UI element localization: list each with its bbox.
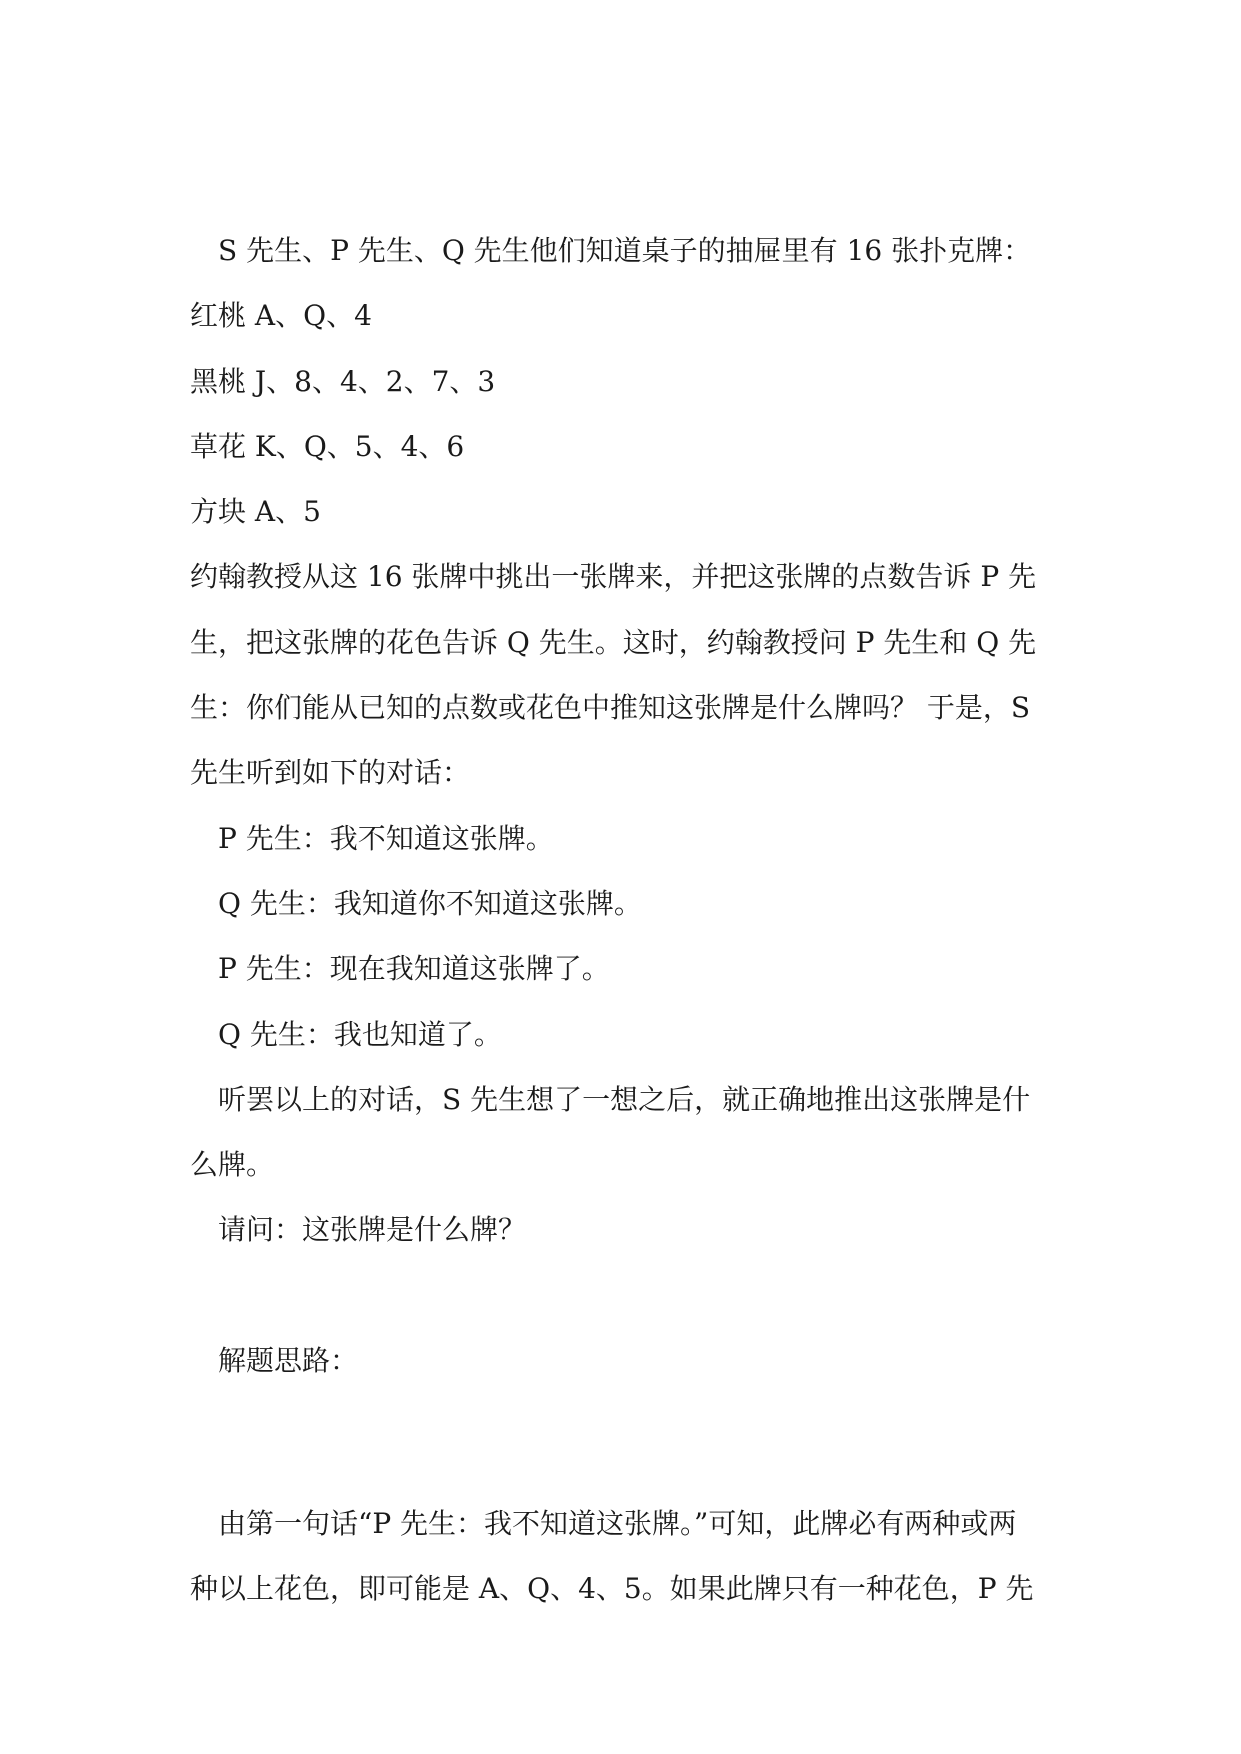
dialogue-line: Q 先生：我知道你不知道这张牌。 [218, 886, 642, 920]
blank-space [190, 1263, 1070, 1328]
dialogue-line: P 先生：现在我知道这张牌了。 [218, 952, 610, 986]
intro-paragraph: S 先生、P 先生、Q 先生他们知道桌子的抽屉里有 16 张扑克牌： [218, 234, 1032, 267]
solution-line: 由第一句话“P 先生：我不知道这张牌。”可知，此牌必有两种或两 [218, 1507, 1017, 1541]
card-list-spades: 黑桃 J、8、4、2、7、3 [190, 364, 496, 398]
card-list-diamonds: 方块 A、5 [190, 495, 321, 529]
solution-heading: 解题思路： [218, 1343, 359, 1377]
setup-line: 生，把这张牌的花色告诉 Q 先生。这时，约翰教授问 P 先生和 Q 先 [190, 625, 1037, 659]
question-paragraph: 请问：这张牌是什么牌？ [218, 1213, 527, 1247]
card-list-hearts: 红桃 A、Q、4 [190, 299, 372, 333]
blank-space [190, 1393, 1070, 1491]
document-body [190, 218, 1070, 1622]
dialogue-line: P 先生：我不知道这张牌。 [218, 821, 554, 855]
card-list-clubs: 草花 K、Q、5、4、6 [190, 429, 465, 463]
dialogue-line: Q 先生：我也知道了。 [218, 1017, 502, 1051]
conclusion-line: 么牌。 [190, 1148, 275, 1182]
setup-line: 先生听到如下的对话： [190, 756, 471, 790]
setup-line: 约翰教授从这 16 张牌中挑出一张牌来，并把这张牌的点数告诉 P 先 [190, 560, 1037, 594]
setup-line: 生：你们能从已知的点数或花色中推知这张牌是什么牌吗？ 于是，S [190, 691, 1031, 725]
conclusion-line: 听罢以上的对话，S 先生想了一想之后，就正确地推出这张牌是什 [218, 1082, 1031, 1116]
solution-line: 种以上花色，即可能是 A、Q、4、5。如果此牌只有一种花色，P 先 [190, 1572, 1034, 1606]
